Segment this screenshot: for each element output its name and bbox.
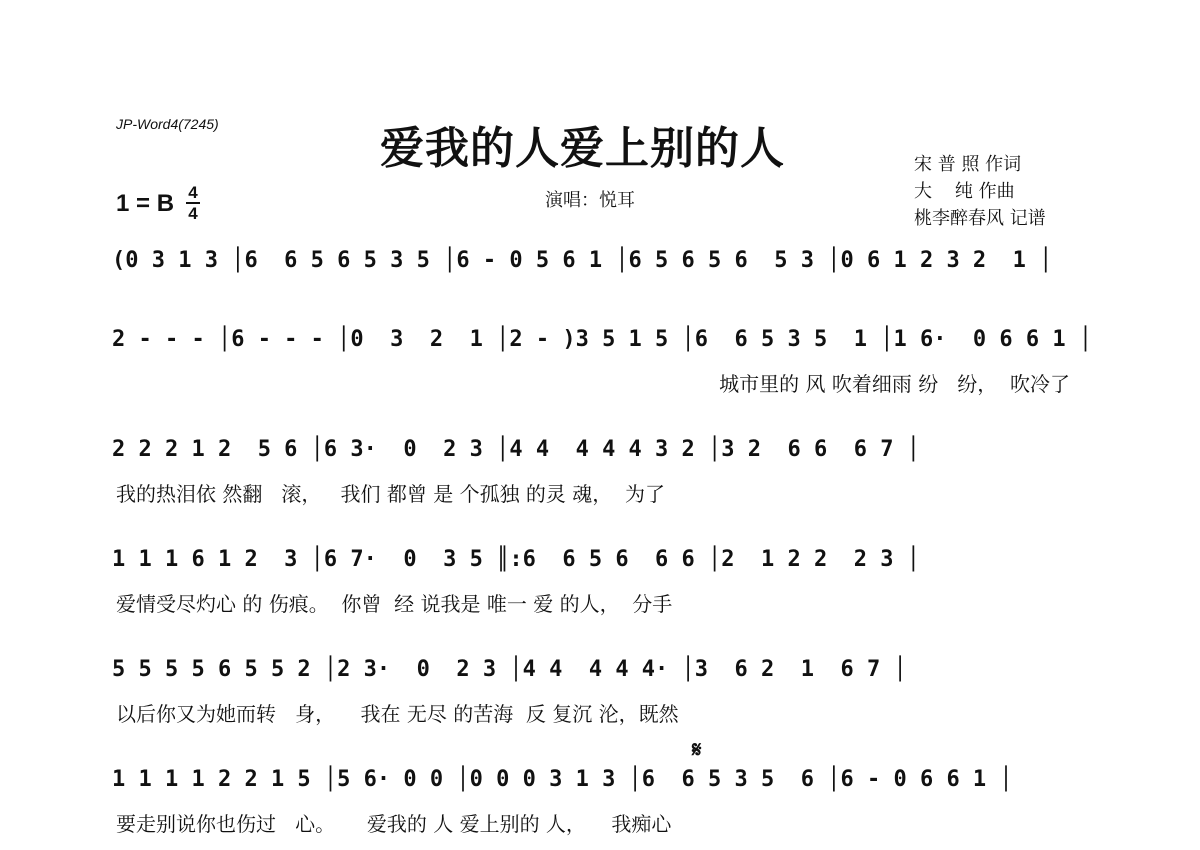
composer-credit: 大 纯 作曲 [914,181,1015,202]
lyrics-line-6: 要走别说你也伤过 心。 爱我的 人 爱上别的 人， 我痴心 [116,812,672,836]
lyrics-line-4: 爱情受尽灼心 的 伤痕。 你曾 经 说我是 唯一 爱 的人， 分手 [116,592,673,616]
notes-line-5: 5 5 5 5 6 5 5 2 │2 3· 0 2 3 │4 4 4 4 4· │3 6 2 1 6 7 │ [112,657,907,682]
notes-line-6: 1 1 1 1 2 2 1 5 │5 6· 0 0 │0 0 0 3 1 3 │6 6 5 3 5 6 │6 - 0 6 6 1 │ [112,767,1013,792]
transcriber-credit: 桃李醉春风 记谱 [914,208,1046,229]
notes-line-3: 2 2 2 1 2 5 6 │6 3· 0 2 3 │4 4 4 4 4 3 2 │3 2 6 6 6 7 │ [112,437,920,462]
notes-line-1: (0 3 1 3 │6 6 5 6 5 3 5 │6 - 0 5 6 1 │6 5 6 5 6 5 3 │0 6 1 2 3 2 1 │ [112,248,1053,273]
score-line-1 [0,248,1200,308]
lyrics-line-2: 城市里的 风 吹着细雨 纷 纷， 吹冷了 [719,372,1070,396]
song-title: 爱我的人爱上别的人 [380,123,785,174]
notes-line-4: 1 1 1 6 1 2 3 │6 7· 0 3 5 ║:6 6 5 6 6 6 │2 1 2 2 2 3 │ [112,547,920,572]
sheet-id: JP-Word4(7245) [116,116,219,132]
time-sig-bottom: 4 [188,204,198,223]
time-sig-top: 4 [188,183,198,202]
notes-line-2: 2 - - - │6 - - - │0 3 2 1 │2 - )3 5 1 5 │6 6 5 3 5 1 │1 6· 0 6 6 1 │ [112,327,1093,352]
key-signature: 1 = B [116,190,175,217]
time-signature [186,184,200,222]
lyricist-credit: 宋 普 照 作词 [914,154,1022,175]
lyrics-line-3: 我的热泪依 然翻 滚， 我们 都曾 是 个孤独 的灵 魂， 为了 [116,482,666,506]
singer-credit: 演唱：悦耳 [545,190,635,211]
lyrics-line-5: 以后你又为她而转 身， 我在 无尽 的苦海 反 复沉 沦，既然 [116,702,679,726]
segno-symbol: 𝄋 [692,738,702,763]
